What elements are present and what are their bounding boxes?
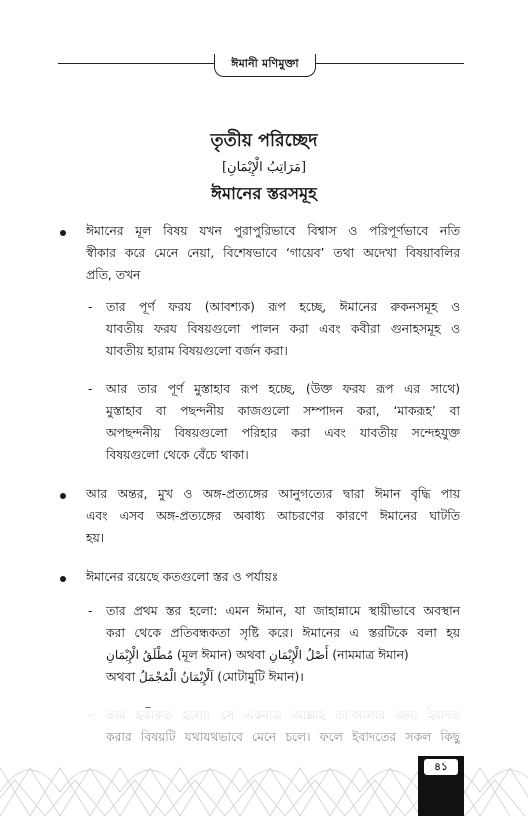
sub-item-2-line-3: অপছন্দনীয় বিষয়গুলো পরিহার করা এবং যাবতীয় সন্দেহযুক্ত [106, 426, 460, 440]
bullet-3 [60, 576, 66, 582]
arabic-term-mujmal: اَلْإِيْمَانُ الْمُجْمَلُ [138, 670, 214, 684]
paragraph-1 [86, 220, 460, 286]
paragraph-2-line-3: হয়। [86, 531, 105, 545]
sub-item-1-dash: - [88, 300, 93, 314]
arabic-term-asl: أَصْلُ الْإِيْمَانِ [269, 648, 329, 662]
arabic-term-mutlaq: مُطْلَقُ الْإِيْمَانِ [106, 648, 173, 662]
paragraph-1-line-2: স্বীকার করে মেনে নেয়া, বিশেষভাবে ‘গায়েব’ তথা অদেখা বিষয়াবলির [86, 246, 460, 260]
paragraph-2-line-2: এবং এসব অঙ্গ-প্রত্যঙ্গের অবাধ্য আচরণের কারণে ঈমানের ঘাটতি [86, 509, 460, 523]
sub-item-1 [106, 296, 460, 362]
page-number: ৪১ [424, 759, 458, 775]
paragraph-2-line-1: আর অন্তর, মুখ ও অঙ্গ-প্রত্যঙ্গের আনুগত্যের দ্বারা ঈমান বৃদ্ধি পায় [86, 487, 460, 501]
header-rule-right [312, 63, 464, 64]
bullet-2 [60, 493, 66, 499]
sub-item-3-line-2: করা থেকে প্রতিবন্ধকতা সৃষ্টি করে। ঈমানের এ স্তরটিকে বলা হয় [106, 626, 460, 640]
running-header: ঈমানী মণিমুক্তা [214, 54, 316, 77]
sub-item-3-gloss-4: (মোটামুটি ঈমান)। [213, 670, 304, 684]
chapter-arabic-heading: [مَرَاتِبُ الْإِيْمَانِ] [221, 160, 307, 175]
chapter-title: ঈমানের স্তরসমূহ [211, 184, 317, 203]
sub-item-3 [106, 600, 460, 688]
sub-item-1-line-2: যাবতীয় ফরয বিষয়গুলো পালন করা এবং কবীরা গুনাহসমূহ ও [106, 322, 460, 336]
sub-item-3-dash: - [88, 604, 93, 618]
sub-item-2-line-1: আর তার পূর্ণ মুস্তাহাব রূপ হচ্ছে, (উক্ত ফরয রূপ এর সাথে) [106, 382, 460, 396]
sub-item-3-gloss-3: অথবা [106, 670, 139, 684]
sub-item-2-line-2: মুস্তাহাব বা পছন্দনীয় কাজগুলো সম্পাদন করা, ‘মাকরূহ’ বা [106, 404, 460, 418]
sub-item-3-line-1: তার প্রথম স্তর হলো: এমন ঈমান, যা জাহান্নামে স্থায়ীভাবে অবস্থান [106, 604, 460, 618]
sub-item-3-line-4 [106, 666, 460, 688]
paragraph-1-line-3: প্রতি, তখন [86, 268, 141, 282]
sub-item-3-gloss-1: (মূল ঈমান) অথবা [173, 648, 270, 662]
sub-item-2-line-4: বিষয়গুলো থেকে বেঁচে থাকা। [106, 448, 249, 462]
paragraph-3 [86, 566, 460, 588]
bullet-1 [60, 230, 66, 236]
sub-item-3-gloss-2: (নামমাত্র ঈমান) [328, 648, 409, 662]
sub-item-2 [106, 378, 460, 466]
paragraph-2 [86, 483, 460, 549]
paragraph-1-line-1: ঈমানের মূল বিষয় যখন পুরাপুরিভাবে বিশ্বাস ও পরিপূর্ণভাবে নতি [86, 224, 460, 238]
sub-item-1-line-1: তার পূর্ণ ফরয (আবশ্যক) রূপ হচ্ছে, ঈমানের রুকনসমূহ ও [106, 300, 460, 314]
sub-item-3-line-3 [106, 644, 460, 666]
header-rule-left [58, 63, 218, 64]
sub-item-2-dash: - [88, 382, 93, 396]
chapter-heading: তৃতীয় পরিচ্ছেদ [210, 131, 318, 151]
sub-item-1-line-3: যাবতীয় হারাম বিষয়গুলো বর্জন করা। [106, 344, 288, 358]
paragraph-3-line-1: ঈমানের রয়েছে কতগুলো স্তর ও পর্যায়ঃ [86, 570, 279, 584]
